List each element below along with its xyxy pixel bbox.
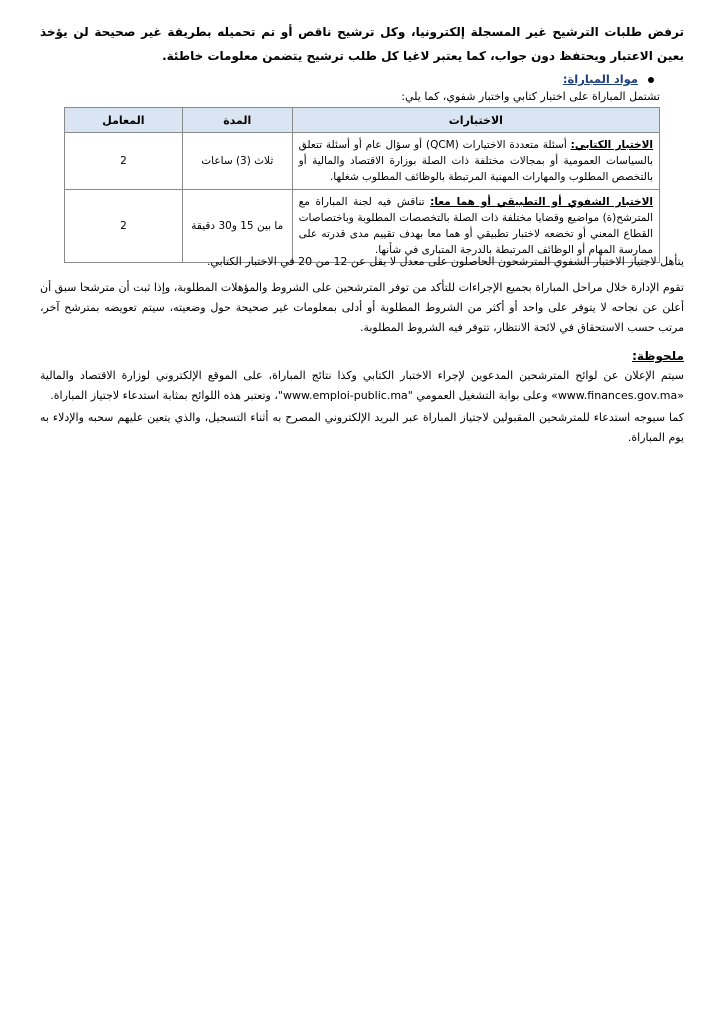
header-tests: الاختبارات xyxy=(292,108,659,133)
emploi-public-website: www.emploi-public.ma xyxy=(282,389,408,402)
oral-qualification-paragraph: يتأهل لاجتياز الاختبار الشفوي المترشحون الحاصلون على معدل لا يقل عن 12 من 20 في الاختبار الكتابي. xyxy=(206,255,684,268)
written-test-description xyxy=(292,133,659,190)
written-test-coefficient: 2 xyxy=(65,133,183,190)
oral-test-text: تناقش فيه لجنة المباراة مع المترشح(ة) مواضيع وقضايا مختلفة ذات الصلة بالتخصصات المطلوبة وباختصاصات القطاع المعني أو تخضعه لاختبار تطبيقي أو هما معا بهدف تقييم مدى قدرته على ممارسة المهام أو الوظائف المرتبطة بالدرجة المتبارى في شأنها. xyxy=(298,196,653,256)
header-duration: المدة xyxy=(182,108,292,133)
written-test-text: أسئلة متعددة الاختيارات (QCM) أو سؤال عام أو أسئلة تتعلق بالسياسات العمومية أو بمجالات مختلفة ذات الصلة بوزارة الاقتصاد والمالية أو بالتخصص المطلوب والمهارات المهنية المرتبطة بالوظائف المطلوب شغلها. xyxy=(298,139,653,183)
table-row xyxy=(65,133,660,190)
written-test-duration: ثلاث (3) ساعات xyxy=(182,133,292,190)
table-intro: تشتمل المباراة على اختبار كتابي واختبار شفوي، كما يلي: xyxy=(401,90,660,103)
note-paragraph-results xyxy=(40,366,684,406)
section-label: مواد المباراة: xyxy=(562,72,638,86)
bullet-icon xyxy=(648,77,654,83)
exam-table xyxy=(64,107,660,263)
intro-paragraph: ترفض طلبات الترشيح غير المسجلة إلكترونيا، وكل ترشيح ناقص أو تم تحميله بطريقة غير صحيحة لن يؤخذ بعين الاعتبار ويحتفظ دون جواب، كما يعتبر لاغيا كل طلب ترشيح يتضمن معلومات خاطئة. xyxy=(40,25,684,63)
written-test-title: الاختبار الكتابي: xyxy=(570,139,653,151)
oral-test-title: الاختبار الشفوي أو التطبيقي أو هما معا: xyxy=(430,196,654,208)
finances-website: www.finances.gov.ma xyxy=(557,389,678,402)
oral-test-coefficient: 2 xyxy=(65,190,183,263)
note-text-b: » وعلى بوابة التشغيل العمومي " xyxy=(407,389,558,402)
note-text-c: "، وتعتبر هذه اللوائح بمثابة استدعاء لاجتياز المباراة. xyxy=(50,389,283,402)
note-paragraph-convocation: كما سيوجه استدعاء للمترشحين المقبولين لاجتياز المباراة عبر البريد الإلكتروني المصرح به أثناء التسجيل، والذي يتعين عليهم سحبه والإدلاء به يوم المباراة. xyxy=(40,411,684,444)
header-coefficient: المعامل xyxy=(65,108,183,133)
note-text-a: سيتم الإعلان عن لوائح المترشحين المدعوين لإجراء الاختبار الكتابي وكذا نتائج المباراة، على الموقع الإلكتروني لوزارة الاقتصاد والمالية « xyxy=(40,369,684,402)
section-heading xyxy=(563,70,654,88)
note-title: ملحوظة: xyxy=(632,349,684,363)
oral-test-duration: ما بين 15 و30 دقيقة xyxy=(182,190,292,263)
table-header-row xyxy=(65,108,660,133)
verification-paragraph: تقوم الإدارة خلال مراحل المباراة بجميع الإجراءات للتأكد من توفر المترشحين على الشروط والمؤهلات المطلوبة، وإذا ثبت أن مترشحا سبق أن أعلن عن نجاحه لا يتوفر على واحد أو أكثر من الشروط المطلوبة أو أدلى بمعلومات غير صحيحة حول وضعيته، سيتم تعويضه بمترشح آخر، مرتب حسب الاستحقاق في لائحة الانتظار، تتوفر فيه الشروط المطلوبة. xyxy=(40,281,684,334)
